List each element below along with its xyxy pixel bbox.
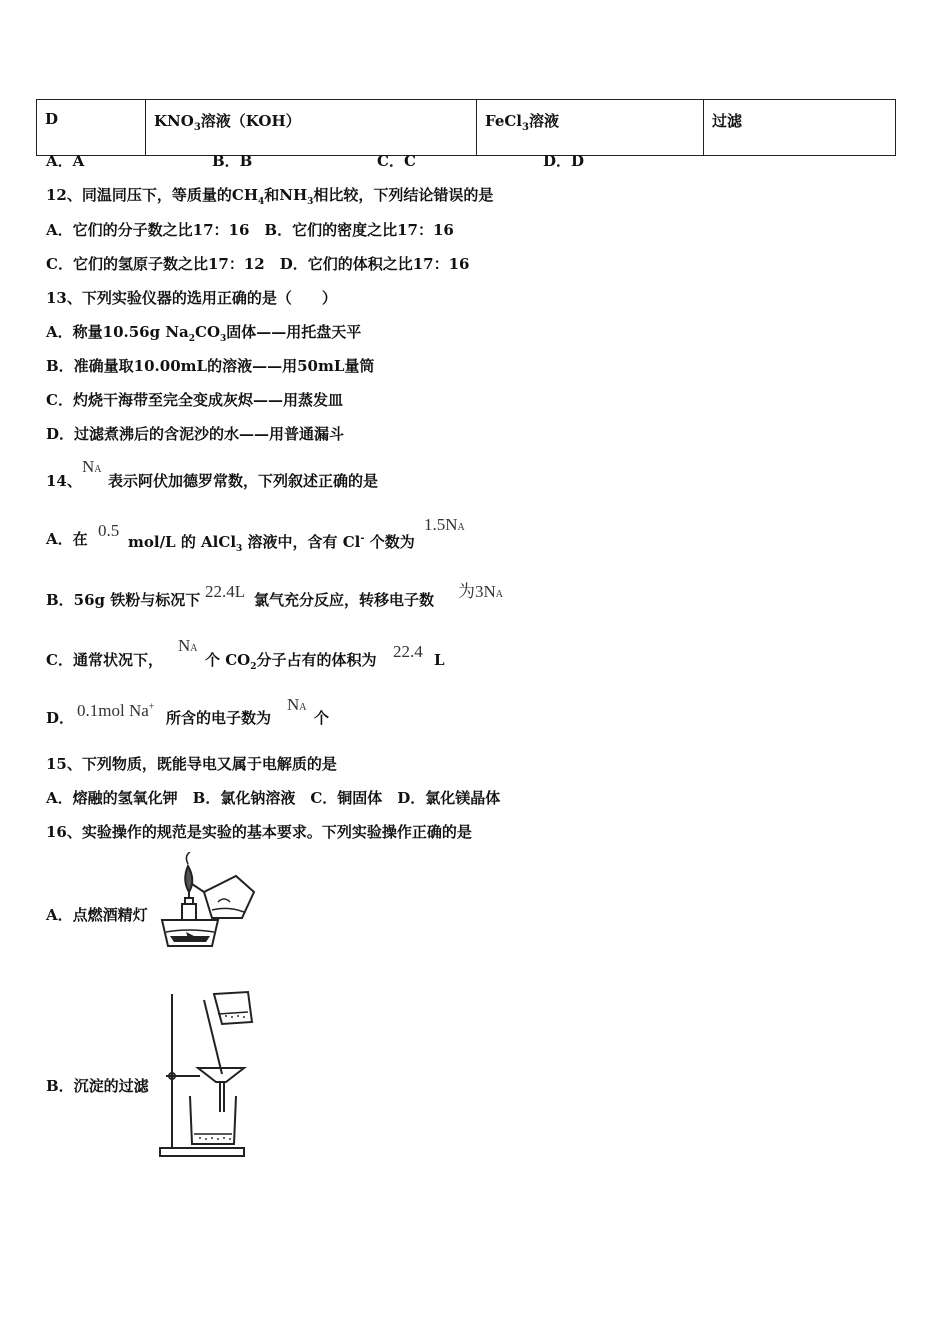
q16-option-a[interactable]: A．点燃酒精灯 [46, 906, 148, 924]
q14-option-c-text: 个 $CO_2$分子占有的体积为 [205, 651, 377, 672]
q13-option-b[interactable]: B．准确量取10.00mL的溶液——用50mL量筒 [46, 357, 375, 375]
q14-c-na-symbol: NA [178, 636, 198, 655]
table-row [37, 100, 896, 156]
q15-options[interactable]: A．熔融的氢氧化钾 B．氯化钠溶液 C．铜固体 D．氯化镁晶体 [46, 789, 501, 807]
q12-options-line1[interactable]: A．它们的分子数之比17：16 B．它们的密度之比17：16 [46, 221, 454, 239]
q11-option-c[interactable]: C．C [377, 152, 416, 170]
q14-c-unit: L [434, 651, 445, 669]
q11-option-b[interactable]: B．B [212, 152, 253, 170]
separation-table [36, 99, 896, 156]
q14-option-d-text: 所含的电子数为 [166, 709, 272, 727]
q14-a-count: 1.5NA [424, 515, 465, 534]
q14-option-c-label[interactable]: C．通常状况下， [46, 651, 163, 669]
q13-stem: 13、下列实验仪器的选用正确的是（ ） [46, 289, 337, 307]
q14-d-amount: 0.1mol Na+ [77, 701, 155, 720]
q14-b-volume: 22.4L [205, 582, 246, 601]
table-cell-option: D [37, 100, 146, 156]
lighting-alcohol-lamp-figure [158, 852, 258, 958]
q16-option-b[interactable]: B．沉淀的过滤 [46, 1077, 149, 1095]
q14-number: 14、 [46, 472, 82, 490]
q14-c-volume: 22.4 [393, 642, 423, 661]
table-cell-method: 过滤 [704, 100, 896, 156]
q14-option-b-label[interactable]: B．56g 铁粉与标况下 [46, 591, 201, 609]
q14-option-a-label[interactable]: A．在 [46, 530, 88, 548]
q16-stem: 16、实验操作的规范是实验的基本要求。下列实验操作正确的是 [46, 823, 472, 841]
q11-option-a[interactable]: A．A [46, 152, 85, 170]
q14-d-unit: 个 [314, 709, 330, 727]
q14-option-b-text: 氯气充分反应，转移电子数 [254, 591, 435, 609]
q12-options-line2[interactable]: C．它们的氢原子数之比17：12 D．它们的体积之比17：16 [46, 255, 470, 273]
q14-d-na-symbol: NA [287, 695, 307, 714]
q14-a-concentration: 0.5 [98, 521, 120, 540]
q14-na-symbol: NA [82, 457, 102, 476]
table-cell-substance: $KNO_3$溶液（KOH） [146, 100, 477, 156]
q13-option-a[interactable]: A．称量10.56g $Na_2CO_3$固体——用托盘天平 [46, 323, 362, 344]
q11-option-d[interactable]: D．D [543, 152, 585, 170]
q13-option-c[interactable]: C．灼烧干海带至完全变成灰烬——用蒸发皿 [46, 391, 343, 409]
filtration-setup-figure [156, 988, 256, 1160]
q14-option-a-text: mol/L 的 AlCl$_3$ 溶液中，含有 Cl- 个数为 [128, 533, 415, 554]
q13-option-d[interactable]: D．过滤煮沸后的含泥沙的水——用普通漏斗 [46, 425, 345, 443]
q14-b-electrons: 为3NA [458, 582, 504, 601]
q14-option-d-label[interactable]: D． [46, 709, 75, 727]
q14-stem: 表示阿伏加德罗常数，下列叙述正确的是 [108, 472, 379, 490]
q15-stem: 15、下列物质，既能导电又属于电解质的是 [46, 755, 337, 773]
table-cell-reagent: FeCl$_3$溶液 [477, 100, 704, 156]
q12-stem: 12、同温同压下，等质量的$CH_4$和$NH_3$相比较，下列结论错误的是 [46, 186, 494, 207]
